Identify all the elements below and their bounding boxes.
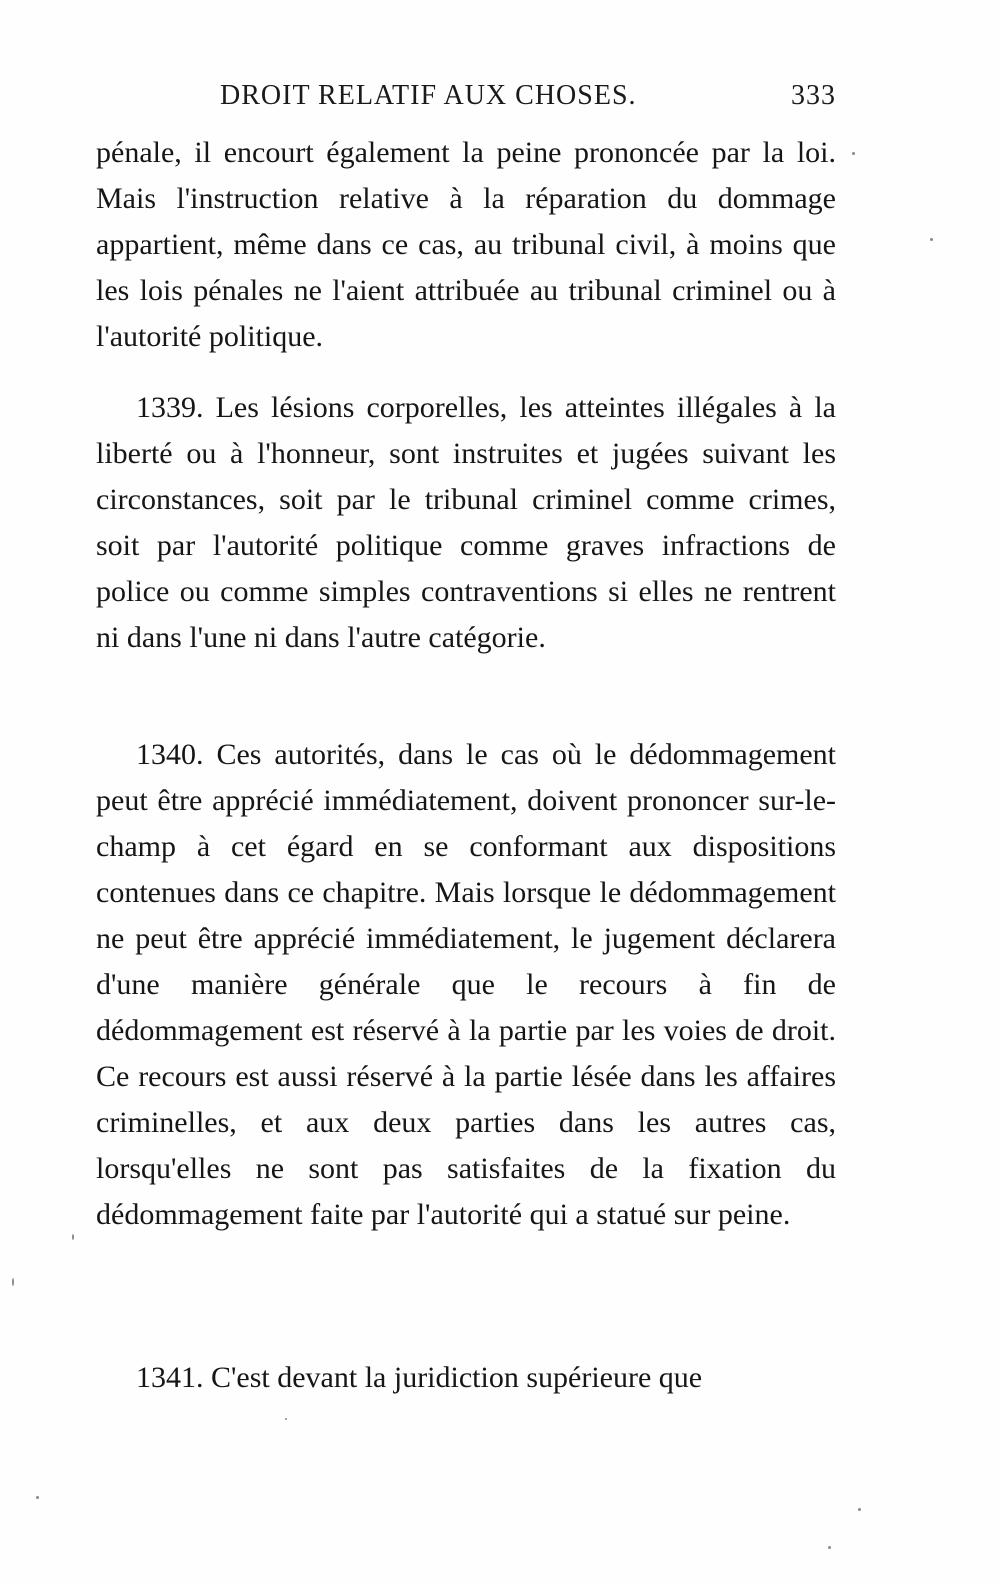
print-speck — [858, 1508, 861, 1511]
article-number: 1341. — [136, 1361, 204, 1394]
print-speck — [72, 1234, 74, 1240]
article-number: 1339. — [136, 391, 204, 424]
print-speck — [12, 1278, 14, 1286]
page-number: 333 — [791, 80, 836, 111]
article-1339 — [96, 385, 836, 661]
print-speck — [930, 238, 933, 241]
article-text: Les lésions corporelles, les atteintes illégales à la liberté ou à l'honneur, sont instruites et jugées suivant les circonstances, soit par le tribunal criminel comme crimes, soit par l'autorité politique comme graves infractions de police ou comme simples contraventions si elles ne rentrent ni dans l'une ni dans l'autre catégorie. — [96, 391, 836, 654]
running-title: DROIT RELATIF AUX CHOSES. — [220, 80, 637, 111]
article-paragraph — [96, 732, 836, 1238]
running-head — [96, 80, 836, 124]
print-speck — [285, 1418, 287, 1420]
print-speck — [852, 152, 855, 155]
article-number: 1340. — [136, 738, 204, 771]
article-1341 — [96, 1355, 836, 1401]
article-1340 — [96, 732, 836, 1238]
article-paragraph — [96, 385, 836, 661]
continued-paragraph — [96, 130, 836, 360]
article-text: Ces autorités, dans le cas où le dédommagement peut être apprécié immédiatement, doivent prononcer sur-le-champ à cet égard en se conformant aux dispositions contenues dans ce chapitre. Mais lorsque le dédommagement ne peut être apprécié immédiatement, le jugement déclarera d'une manière générale que le recours à fin de dédommagement est réservé à la partie par les voies de droit. Ce recours est aussi réservé à la partie lésée dans les affaires criminelles, et aux deux parties dans les autres cas, lorsqu'elles ne sont pas satisfaites de la fixation du dédommagement faite par l'autorité qui a statué sur peine. — [96, 738, 836, 1231]
print-speck — [828, 1546, 831, 1549]
article-paragraph — [96, 1355, 836, 1401]
print-speck — [36, 1496, 39, 1499]
paragraph-text: pénale, il encourt également la peine prononcée par la loi. Mais l'instruction relative à la réparation du dommage appartient, même dans ce cas, au tribunal civil, à moins que les lois pénales ne l'aient attribuée au tribunal criminel ou à l'autorité politique. — [96, 136, 836, 353]
article-text: C'est devant la juridiction supérieure que — [211, 1361, 703, 1394]
